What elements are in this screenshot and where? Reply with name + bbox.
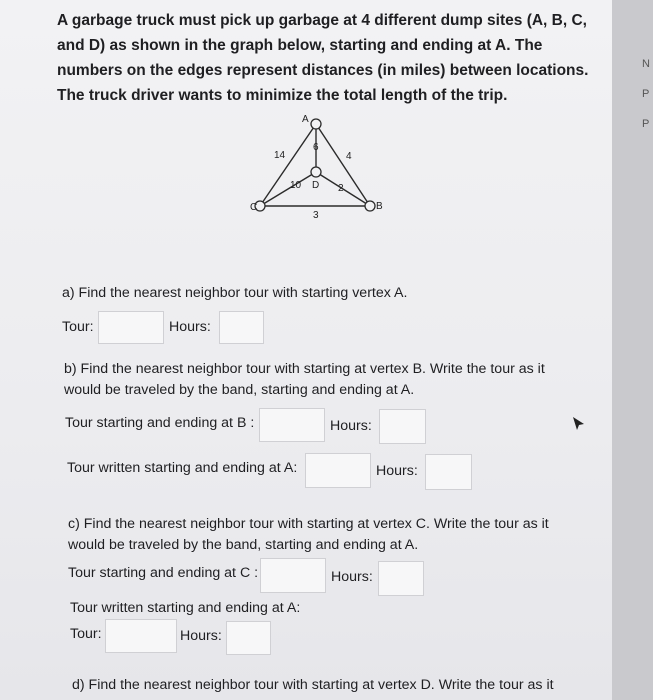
tour-start-input-c[interactable] bbox=[260, 558, 326, 593]
tour-label-c: Tour: bbox=[70, 626, 102, 642]
mouse-pointer-icon bbox=[572, 416, 586, 432]
hours-label-c: Hours: bbox=[331, 569, 373, 585]
question-a: a) Find the nearest neighbor tour with starting vertex A. bbox=[62, 285, 408, 301]
edge-letter-n: N bbox=[642, 58, 650, 70]
question-b: b) Find the nearest neighbor tour with starting at vertex B. Write the tour as it would be traveled by the band, starting and ending at A. bbox=[64, 361, 545, 398]
hours-label-b: Hours: bbox=[330, 418, 372, 434]
vertex-a bbox=[311, 119, 321, 129]
edge-letter-p-2: P bbox=[642, 118, 650, 130]
hours-input-b[interactable] bbox=[379, 409, 426, 444]
hours-input-a[interactable] bbox=[219, 311, 264, 344]
weight-a-d: 6 bbox=[313, 142, 319, 153]
vertex-d bbox=[311, 167, 321, 177]
hours-input-c-2[interactable] bbox=[226, 621, 271, 655]
vertex-label-c: C bbox=[250, 202, 258, 213]
weight-c-d: 10 bbox=[290, 180, 302, 191]
tour-written-input-b[interactable] bbox=[305, 453, 371, 488]
hours-input-b-2[interactable] bbox=[425, 454, 472, 490]
vertex-label-b: B bbox=[376, 201, 383, 212]
adjacent-page-edge bbox=[612, 0, 653, 700]
tour-input-c[interactable] bbox=[105, 619, 177, 653]
tour-input-a[interactable] bbox=[98, 311, 164, 344]
vertex-label-d: D bbox=[312, 180, 320, 191]
tour-start-label-b: Tour starting and ending at B : bbox=[65, 415, 255, 431]
weight-d-b: 2 bbox=[338, 183, 344, 194]
tour-start-input-b[interactable] bbox=[259, 408, 325, 442]
hours-label-b-2: Hours: bbox=[376, 463, 418, 479]
hours-input-c[interactable] bbox=[378, 561, 424, 596]
problem-intro: A garbage truck must pick up garbage at 4 different dump sites (A, B, C, and D) as shown in the graph below, starting and ending at A. The numbers on the edges represent distances (in miles) between locations. The truck driver wants to minimize the total length of the trip. bbox=[57, 12, 589, 104]
weight-a-b: 4 bbox=[346, 151, 352, 162]
distance-graph bbox=[250, 108, 390, 228]
tour-written-label-c: Tour written starting and ending at A: bbox=[70, 600, 301, 616]
tour-written-label-b: Tour written starting and ending at A: bbox=[67, 460, 298, 476]
hours-label-a: Hours: bbox=[169, 319, 211, 335]
edge-a-c bbox=[260, 124, 316, 206]
edge-c-d bbox=[260, 172, 316, 206]
hours-label-c-2: Hours: bbox=[180, 628, 222, 644]
tour-label-a: Tour: bbox=[62, 319, 94, 335]
question-c: c) Find the nearest neighbor tour with starting at vertex C. Write the tour as it would be traveled by the band, starting and ending at A. bbox=[68, 516, 549, 553]
weight-a-c: 14 bbox=[274, 150, 286, 161]
vertex-label-a: A bbox=[302, 114, 309, 125]
vertex-b bbox=[365, 201, 375, 211]
tour-start-label-c: Tour starting and ending at C : bbox=[68, 565, 259, 581]
weight-c-b: 3 bbox=[313, 210, 319, 221]
question-d: d) Find the nearest neighbor tour with starting at vertex D. Write the tour as it bbox=[72, 677, 554, 693]
edge-letter-p: P bbox=[642, 88, 650, 100]
